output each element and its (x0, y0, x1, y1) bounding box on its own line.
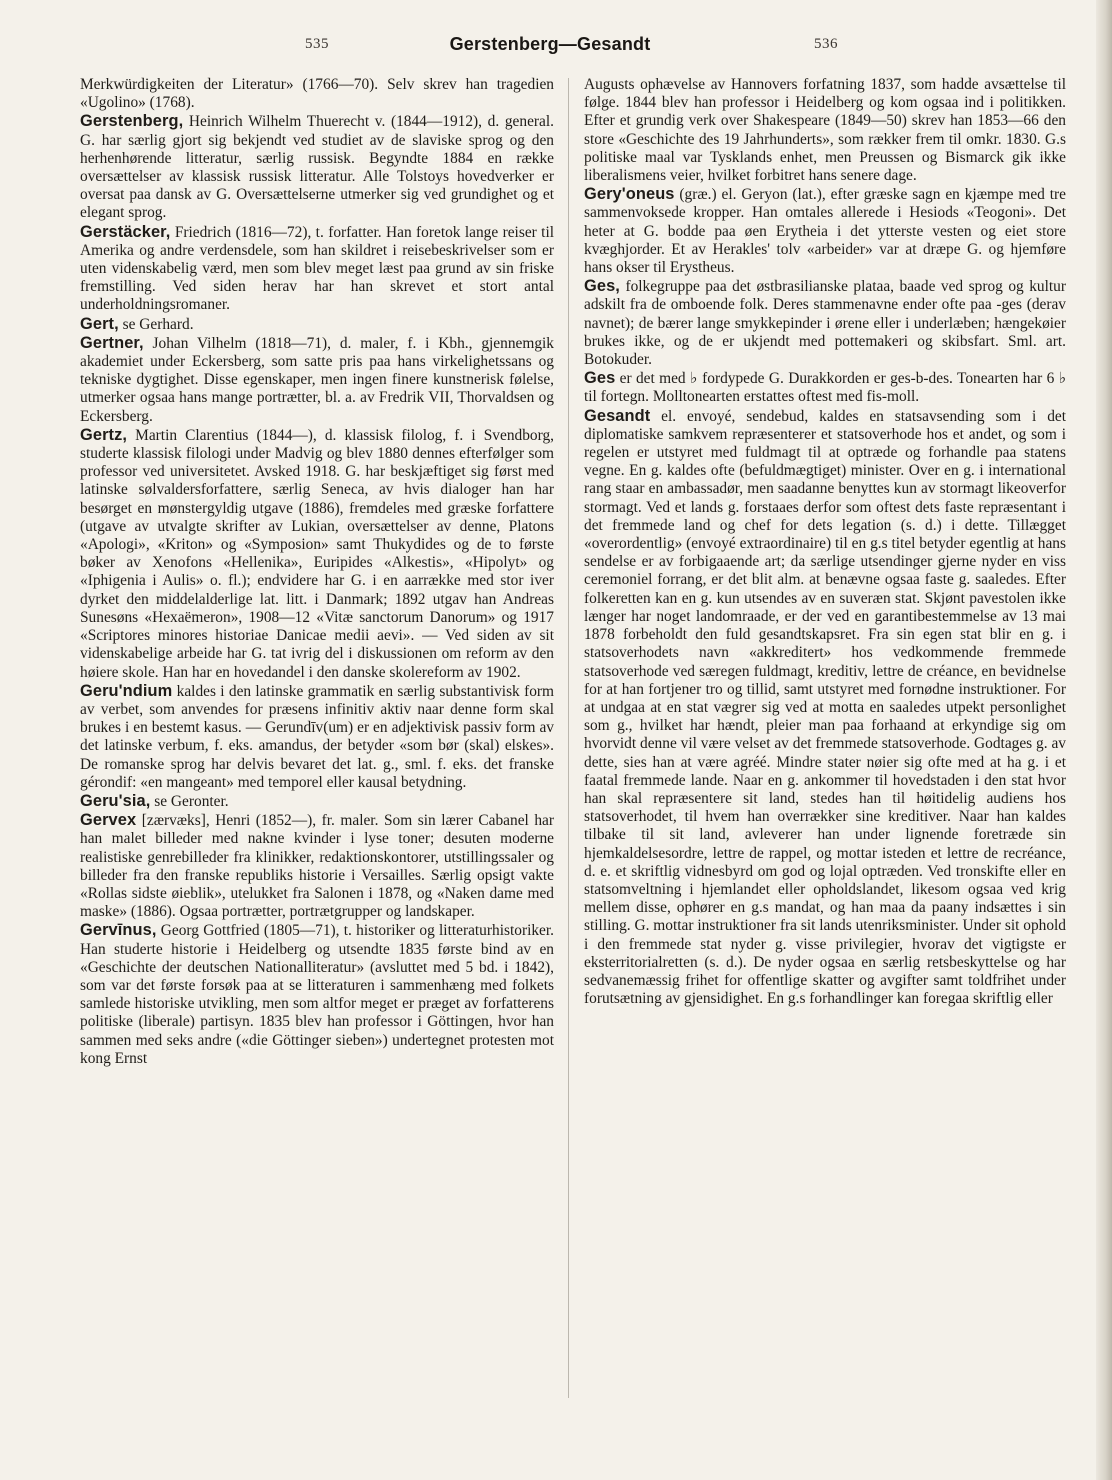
entry-text: Merkwürdigkeiten der Literatur» (1766—70). Selv skrev han tragedien «Ugolino» (1768). (80, 76, 554, 112)
headword: Geru'ndium (80, 681, 173, 700)
entry-ges-people (584, 277, 1066, 369)
entry-ges-music (584, 369, 1066, 406)
headword: Gervex (80, 811, 137, 830)
running-head: Gerstenberg—Gesandt (449, 34, 651, 54)
right-column (584, 76, 1066, 1008)
headword: Gery'oneus (584, 185, 675, 204)
page-number-left: 535 (305, 36, 329, 52)
entry-continuation (584, 76, 1066, 185)
entry-gerundium (80, 682, 554, 792)
entry-gert (80, 315, 554, 334)
page-edge (1096, 0, 1112, 1480)
entry-text: el. envoyé, sendebud, kaldes en statsavsending som i det diplomatiske samkvem repræsenterer et statsoverhode hos et andet, og som i regelen er utstyret med fuldmagt til at optræde og forhandle paa statens vegne. En g. kaldes ofte (befuldmægtiget) minister. Over en g. i international rang staar en ambassadør, men saadanne benyttes kun av stormagt likeoverfor stormagt. Ved et lands g. forstaaes derfor som oftest dets faste repræsentant i det fremmede land og chef for dets legation (s. d.) i dette. Tillægget «overordentlig» (envoyé extraordinaire) til en g.s titel betyder egentlig at hans sendelse er av forbigaaende art; da særlige utsendinger gjerne nyder en viss ceremoniel forrang, er det blit alm. at benævne ogsaa faste g. saaledes. Efter folkeretten kan en g. kun utsendes av en suveræn stat. Skjønt pavestolen ikke længer har noget landomraade, er der ved en garantibestemmelse av 13 mai 1878 forbeholdt den fuld gesandtskapsret. Fra sin egen stat blir en g. i statsoverhodets navn «akkreditert» hos vedkommende fremmede statsoverhode ved særegen fuldmagt, kreditiv, lettre de créance, en bevidnelse for at han fortjener tro og tillid, samt utstyret med fornødne instruktioner. For at undgaa at en stat vægrer sig ved at motta en saaledes utpekt personlighet som g., hvilket har hændt, pleier man paa forhaand at erkyndige sig om hvorvidt denne vil være velset av det fremmede statsoverhode. Godtages g. av dette, sies han at være agréé. Mindre stater nøier sig ofte med at ha g. i et faatal fremmede lande. Naar en g. ankommer til hovedstaden i den stat hvor han skal repræsentere sit land, stedes han til høitidelig audiens hos statsoverhodet, til hvem han overrækker sine kreditiver. Naar han kaldes tilbake til sit land, avleverer han under lignende foretræde sin hjemkaldelsesordre, lettre de rappel, og mottar isteden et lettre de recréance, d. e. et skriftlig vidnesbyrd om god og lojal optræden. Ved tronskifte eller en statsomveltning i hjemlandet eller opholdslandet, likesom ogsaa ved krig mellem disse, ophører en g.s mandat, og han maa da paany indsættes i sin stilling. G. mottar instruktioner fra sit lands utenriksminister. Under sit ophold i den fremmede stat nyder g. visse privilegier, hvorav det vigtigste er eksterritorialretten (s. d.). De nyder ogsaa en særlig retsbeskyttelse og har sedvanemæssig frihet for offentlige skatter og avgifter samt toldfrihet under forutsætning av gjensidighet. En g.s forhandlinger kan foregaa skriftlig eller (584, 407, 1066, 1008)
page-header (0, 36, 1100, 60)
entry-gervinus (80, 921, 554, 1068)
left-column (80, 76, 554, 1068)
headword: Gesandt (584, 406, 651, 425)
entry-text: se Gerhard. (118, 315, 194, 333)
headword: Ges (584, 369, 616, 388)
entry-gerstaecker (80, 223, 554, 315)
headword: Ges, (584, 277, 620, 296)
headword: Gervīnus, (80, 921, 157, 940)
entry-text: se Geronter. (150, 792, 229, 810)
headword: Gertz, (80, 425, 128, 444)
headword: Gert, (80, 314, 119, 333)
entry-text: Johan Vilhelm (1818—71), d. maler, f. i Kbh., gjennemgik akademiet under Eckersberg, som satte pris paa hans virkelighetssans og tekniske dygtighet. Disse egenskaper, men ingen finere kunstnerisk følelse, utmerker ogsaa hans mange portrætter, bl. a. av Fredrik VII, Thorvaldsen og Eckersberg. (80, 334, 554, 425)
headword: Geru'sia, (80, 791, 151, 810)
entry-gerusia (80, 792, 554, 811)
entry-text: Georg Gottfried (1805—71), t. historiker og litteraturhistoriker. Han studerte historie i Heidelberg og utsendte 1835 første bind av en «Geschichte der deutschen Nationalliteratur» (avsluttet med 5 bd. i 1842), som var det første forsøk paa at se litteraturen i sammenhæng med folkets samlede historiske utvikling, men som altfor meget er præget av forfatterens politiske (liberale) partisyn. 1835 blev han professor i Göttingen, hvor han sammen med seks andre («die Göttinger sieben») undertegnet protesten mot kong Ernst (80, 922, 554, 1067)
entry-text: kaldes i den latinske grammatik en særlig substantivisk form av verbet, som anvendes for præsens infinitiv aktiv naar denne form skal brukes i en bestemt kasus. — Gerundīv(um) er en adjektivisk passiv form av det latinske verbum, f. eks. amandus, der betyder «som bør (skal) elskes». De romanske sprog har delvis bevaret det lat. g., sml. f. eks. det franske gérondif: «en mangeant» med temporel eller kausal betydning. (80, 682, 554, 791)
entry-text: er det med ♭ fordypede G. Durakkorden er ges-b-des. Tonearten har 6 ♭ til fortegn. Molltonearten erstattes oftest med fis-moll. (584, 370, 1066, 406)
entry-gervex (80, 811, 554, 921)
entry-text: folkegruppe paa det østbrasilianske plataa, baade ved sprog og kultur adskilt fra de omboende folk. Deres stammenavne ender ofte paa -ges (derav navnet); de bærer lange smykkepinder i ørene eller i underlæben; hængekøier brukes ikke, og de er ukjendt med pottemakeri og skibsfart. Sml. art. Botokuder. (584, 278, 1066, 369)
entry-text: [zærvæks], Henri (1852—), fr. maler. Som sin lærer Cabanel har han malet billeder med nakne kvinder i lyse toner; desuten moderne realistiske genrebilleder fra klinikker, redaktionskontorer, utstillingssaler og billeder fra den franske republiks historie i Versailles. Særlig opsigt vakte «Rollas sidste øieblik», utelukket fra Salonen i 1878, og «Naken dame med maske» (1886). Ogsaa portrætter, portrætgrupper og landskaper. (80, 812, 554, 921)
headword: Gerstenberg, (80, 112, 184, 131)
entry-text: Martin Clarentius (1844—), d. klassisk filolog, f. i Svendborg, studerte klassisk filologi under Madvig og blev 1880 dennes efterfølger som professor ved universitetet. Avsked 1918. G. har beskjæftiget sig først med latinske sølvaldersforfattere, særlig Seneca, av hvis dialoger han har besørget en mønstergyldig utgave (1886), fremdeles med græske forfattere (utgave av utvalgte skrifter av Lukian, oversættelser av denne, Platons «Apologi», «Kriton» og «Symposion» samt Thukydides og de to første bøker av Xenofons «Hellenika», Euripides «Alkestis», «Hipolyt» og «Iphigenia i Aulis» o. fl.); endvidere har G. i en aarrække med stor iver dyrket den middelalderlige lat. litt. i Danmark; 1892 utgav han Andreas Sunesøns «Hexaëmeron», 1908—12 «Vitæ sanctorum Danorum» og 1917 «Scriptores minores historiae Danicae medii aevi». — Ved siden av sit videnskabelige arbeide har G. tat ivrig del i diskussionen om reform av den høiere skole. Han har en hovedandel i den danske skolereform av 1902. (80, 426, 554, 681)
entry-text: (græ.) el. Geryon (lat.), efter græske sagn en kjæmpe med tre sammenvoksede kropper. Han omtales allerede i Hesiods «Teogoni». Det heter at G. bodde paa øen Erytheia i det ytterste vesten og eiet store kvæghjorder. Et av Herakles' tolv «arbeider» var at dræpe G. og hjemføre hans okser til Erystheus. (584, 186, 1066, 277)
page-number-right: 536 (814, 36, 838, 52)
headword: Gerstäcker, (80, 222, 171, 241)
headword: Gertner, (80, 333, 144, 352)
entry-text: Augusts ophævelse av Hannovers forfatning 1837, som hadde avsættelse til følge. 1844 blev han professor i Heidelberg og kom ogsaa ind i politikken. Efter et grundig verk over Shakespeare (1849—50) skrev han 1853—66 den store «Geschichte des 19 Jahrhunderts», som rækker frem til omkr. 1830. G.s politiske maal var Tysklands enhet, men Preussen og Bismarck gik ikke liberalismens veier, hvilket forbitret hans senere dage. (584, 76, 1066, 185)
entry-gertner (80, 334, 554, 426)
entry-geryoneus (584, 185, 1066, 277)
column-divider (568, 78, 569, 1398)
entry-text: Friedrich (1816—72), t. forfatter. Han foretok lange reiser til Amerika og andre verdensdele, som han skildret i reisebeskrivelser som er uten videnskabelig værd, men som blev meget læst paa grund av sin friske fremstilling. Ved siden herav har han skrevet et stort antal underholdningsromaner. (80, 223, 554, 314)
entry-gertz (80, 426, 554, 682)
entry-gesandt (584, 407, 1066, 1009)
entry-gerstenberg (80, 112, 554, 222)
entry-continuation (80, 76, 554, 112)
entry-text: Heinrich Wilhelm Thuerecht v. (1844—1912), d. general. G. har særlig gjort sig bekjendt ved studiet av de slaviske sprog og den herhenhørende litteratur, særlig russisk. Begyndte 1884 en række oversættelser av klassisk russisk litteratur. Alle Tolstoys hovedverker er oversat paa dansk av G. Oversættelserne utmerker sig ved grundighet og et elegant sprog. (80, 113, 554, 222)
